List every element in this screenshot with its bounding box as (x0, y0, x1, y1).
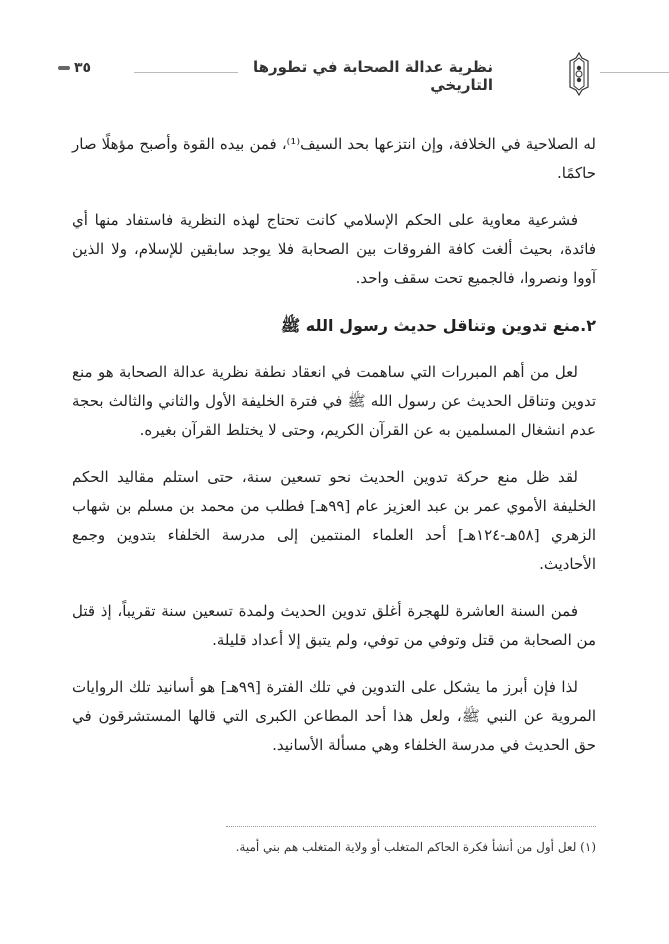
header-rule-left (134, 72, 238, 73)
paragraph-2: فشرعية معاوية على الحكم الإسلامي كانت تحتاج لهذه النظرية فاستفاد منها أي فائدة، بحيث ألغت كافة الفروقات بين الصحابة فلا يوجد سابقين للإسلام، ولا الذين آووا ونصروا، فالجميع تحت سقف واحد. (72, 211, 596, 287)
paragraph-1: له الصلاحية في الخلافة، وإن انتزعها بحد السيف⁽¹⁾، فمن بيده القوة وأصبح مؤهلًا صار حاكمًا. (72, 135, 596, 182)
page-header (0, 50, 669, 96)
page-number-dash (58, 66, 70, 70)
ornament-icon (566, 52, 592, 96)
page-body (72, 130, 596, 778)
paragraph-6: لذا فإن أبرز ما يشكل على التدوين في تلك الفترة [٩٩هـ] هو أسانيد تلك الروايات المروية عن النبي ﷺ، ولعل هذا أحد المطاعن الكبرى التي قالها المستشرقون في حق الحديث في مدرسة الخلفاء وهي مسألة الأسانيد. (72, 678, 596, 754)
footnote-separator (226, 826, 596, 827)
footnote: (١) لعل أول من أنشأ فكرة الحاكم المتغلب أو ولاية المتغلب هم بني أمية. (235, 840, 596, 854)
header-rule-right (600, 72, 669, 73)
paragraph-4: لقد ظل منع حركة تدوين الحديث نحو تسعين سنة، حتى استلم مقاليد الحكم الخليفة الأموي عمر بن عبد العزيز عام [٩٩هـ] فطلب من محمد بن مسلم بن شهاب الزهري [٥٨هـ-١٢٤هـ] أحد العلماء المنتمين إلى مدرسة الخلفاء بتدوين وجمع الأحاديث. (72, 468, 596, 573)
paragraph-3: لعل من أهم المبررات التي ساهمت في انعقاد نطفة نظرية عدالة الصحابة هو منع تدوين وتناقل الحديث عن رسول الله ﷺ في فترة الخليفة الأول والثاني والثالث بحجة عدم انشغال المسلمين به عن القرآن الكريم، وحتى لا يختلط القرآن بغيره. (72, 363, 596, 439)
page-number (58, 60, 118, 76)
paragraph-5: فمن السنة العاشرة للهجرة أغلق تدوين الحديث ولمدة تسعين سنة تقريباً، إذ قتل من الصحابة من قتل وتوفي من توفي، ولم يتبق إلا أعداد قليلة. (72, 602, 596, 649)
page-number-value: ٣٥ (74, 60, 92, 76)
section-heading: ٢.منع تدوين وتناقل حديث رسول الله ﷺ (280, 316, 596, 335)
running-title: نظرية عدالة الصحابة في تطورها التاريخي (252, 58, 493, 94)
